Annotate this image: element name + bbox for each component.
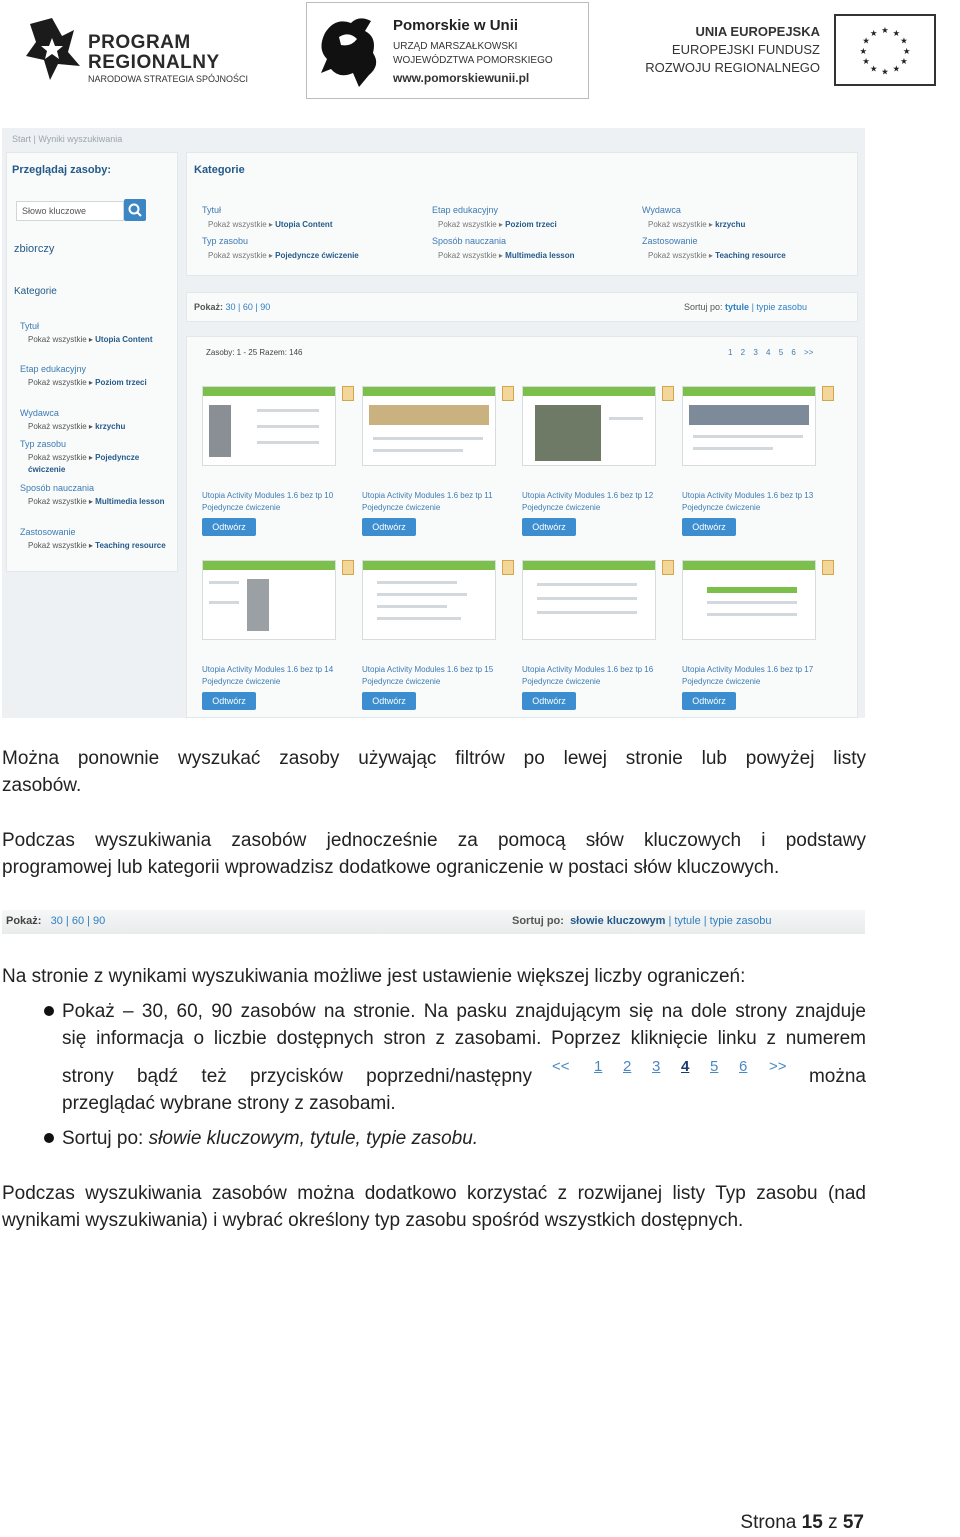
- filter-value[interactable]: krzychu: [95, 422, 126, 431]
- bar-show: [6, 915, 105, 927]
- program-line2: REGIONALNY: [88, 52, 220, 73]
- cat-sposob[interactable]: Sposób nauczania: [432, 236, 507, 246]
- paragraph-1-line2: zasobów.: [2, 775, 82, 796]
- show-all-link[interactable]: Pokaż wszystkie: [208, 220, 267, 229]
- bar-sort-label: Sortuj po:: [512, 915, 564, 927]
- eu-flag-icon: [834, 14, 936, 86]
- program-regionalny-logo: [22, 12, 252, 86]
- bar-show-label: Pokaż:: [6, 915, 42, 927]
- svg-text:★: ★: [881, 67, 889, 78]
- sidebar-cat-tytul[interactable]: Tytuł: [20, 321, 40, 331]
- bullet-icon: [44, 1006, 54, 1016]
- svg-text:★: ★: [862, 36, 870, 47]
- cat-zastosowanie[interactable]: Zastosowanie: [642, 236, 698, 246]
- paragraph-2-line1: Podczas wyszukiwania zasobów jednocześnie za pomocą słów kluczowych i podstawy: [2, 830, 866, 851]
- page-link[interactable]: 2: [623, 1058, 632, 1075]
- sort-bar-image: [2, 910, 865, 934]
- paragraph-4-line1: Podczas wyszukiwania zasobów można dodatkowo korzystać z rozwijanej listy Typ zasobu (nad: [2, 1183, 866, 1204]
- page-link[interactable]: 6: [739, 1058, 748, 1075]
- pomorskie-line2: WOJEWÓDZTWA POMORSKIEGO: [393, 55, 553, 66]
- cat-wydawca[interactable]: Wydawca: [642, 205, 681, 215]
- resource-thumbnail[interactable]: [682, 386, 816, 466]
- svg-text:★: ★: [892, 28, 901, 39]
- sidebar-cat-etap[interactable]: Etap edukacyjny: [20, 364, 87, 374]
- filter-value[interactable]: Multimedia lesson: [95, 497, 165, 506]
- search-results-screenshot: [2, 128, 865, 718]
- bullet-2-prefix: Sortuj po:: [62, 1128, 149, 1149]
- cat-etap[interactable]: Etap edukacyjny: [432, 205, 499, 215]
- filter-value[interactable]: Multimedia lesson: [505, 251, 575, 260]
- griffin-icon: [315, 13, 385, 89]
- page-link[interactable]: 5: [710, 1058, 719, 1075]
- filter-value[interactable]: krzychu: [715, 220, 746, 229]
- eu-logo: [645, 12, 938, 86]
- paragraph-4-line2: wynikami wyszukiwania) i wybrać określony typ zasobu spośród wszystkich dostępnych.: [2, 1210, 744, 1231]
- cat-wydawca-filter[interactable]: Pokaż wszystkie ▸ krzychu: [648, 220, 746, 229]
- cat-sposob-filter[interactable]: Pokaż wszystkie ▸ Multimedia lesson: [438, 251, 575, 260]
- show-all-link[interactable]: Pokaż wszystkie: [438, 251, 497, 260]
- show-all-link[interactable]: Pokaż wszystkie: [28, 378, 87, 387]
- filter-value[interactable]: Pojedyncze ćwiczenie: [275, 251, 359, 260]
- sidebar-categories-heading: Kategorie: [14, 286, 57, 297]
- open-button[interactable]: Odtwórz: [522, 692, 576, 710]
- resource-thumbnail[interactable]: [202, 560, 336, 640]
- svg-text:★: ★: [900, 57, 908, 68]
- svg-text:★: ★: [900, 36, 908, 47]
- svg-text:★: ★: [869, 28, 878, 39]
- show-all-link[interactable]: Pokaż wszystkie: [28, 541, 87, 550]
- show-all-link[interactable]: Pokaż wszystkie: [438, 220, 497, 229]
- sidebar-filter-typ[interactable]: Pokaż wszystkie ▸ Pojedyncze ćwiczenie: [28, 453, 140, 474]
- resource-thumbnail[interactable]: [202, 386, 336, 466]
- page-mid: z: [822, 1512, 843, 1533]
- show-label: Pokaż:: [194, 302, 224, 312]
- open-button[interactable]: Odtwórz: [362, 518, 416, 536]
- sort-other[interactable]: | typie zasobu: [751, 302, 807, 312]
- svg-text:★: ★: [862, 57, 870, 68]
- search-icon: [124, 199, 146, 221]
- paragraph-1: [2, 745, 866, 799]
- sort-label: Sortuj po:: [684, 302, 723, 312]
- bar-sort-active[interactable]: słowie kluczowym: [570, 915, 666, 927]
- bullet-1-line4: przeglądać wybrane strony z zasobami.: [62, 1093, 396, 1114]
- search-button[interactable]: [124, 199, 146, 221]
- show-all-link[interactable]: Pokaż wszystkie: [28, 422, 87, 431]
- open-button[interactable]: Odtwórz: [682, 518, 736, 536]
- bookmark-icon[interactable]: [662, 386, 674, 401]
- page-link[interactable]: 3: [652, 1058, 661, 1075]
- svg-text:★: ★: [881, 26, 889, 36]
- show-all-link[interactable]: Pokaż wszystkie: [28, 453, 87, 462]
- svg-text:★: ★: [859, 46, 868, 57]
- page-total: 57: [842, 1512, 864, 1533]
- open-button[interactable]: Odtwórz: [522, 518, 576, 536]
- show-all-link[interactable]: Pokaż wszystkie: [28, 335, 87, 344]
- filter-value[interactable]: Teaching resource: [95, 541, 166, 550]
- pomorskie-line1: URZĄD MARSZAŁKOWSKI: [393, 41, 518, 52]
- bookmark-icon[interactable]: [822, 560, 834, 575]
- resource-title[interactable]: Utopia Activity Modules 1.6 bez tp 16 Pojedyncze ćwiczenie: [522, 665, 654, 686]
- resource-title[interactable]: Utopia Activity Modules 1.6 bez tp 12 Pojedyncze ćwiczenie: [522, 491, 654, 512]
- sidebar-heading: Przeglądaj zasoby:: [12, 164, 112, 176]
- sidebar-filter-zastosowanie[interactable]: Pokaż wszystkie ▸ Teaching resource: [28, 541, 166, 550]
- sort-active[interactable]: tytule: [725, 302, 750, 312]
- sidebar-filter-etap[interactable]: Pokaż wszystkie ▸ Poziom trzeci: [28, 378, 147, 387]
- resource-title[interactable]: Utopia Activity Modules 1.6 bez tp 17 Pojedyncze ćwiczenie: [682, 665, 814, 686]
- filter-value[interactable]: Poziom trzeci: [505, 220, 557, 229]
- svg-text:★: ★: [902, 46, 911, 57]
- show-all-link[interactable]: Pokaż wszystkie: [208, 251, 267, 260]
- show-per-page: [194, 302, 270, 312]
- cat-typ-filter[interactable]: Pokaż wszystkie ▸ Pojedyncze ćwiczenie: [208, 251, 359, 260]
- resource-title[interactable]: Utopia Activity Modules 1.6 bez tp 10 Pojedyncze ćwiczenie: [202, 491, 334, 512]
- categories-heading: Kategorie: [194, 164, 245, 176]
- bookmark-icon[interactable]: [342, 386, 354, 401]
- program-line1: PROGRAM: [88, 32, 191, 53]
- bullet-1-line1: Pokaż – 30, 60, 90 zasobów na stronie. Na pasku znajdującym się na dole strony znajduje: [62, 1001, 866, 1022]
- zbiorczy-link[interactable]: zbiorczy: [14, 243, 55, 255]
- show-all-link[interactable]: Pokaż wszystkie: [28, 497, 87, 506]
- pomorskie-url: www.pomorskiewunii.pl: [393, 71, 530, 85]
- sidebar-cat-typ[interactable]: Typ zasobu: [20, 439, 67, 449]
- resource-thumbnail[interactable]: [362, 386, 496, 466]
- paragraph-2: [2, 827, 866, 881]
- paragraph-2-line2: programowej lub kategorii wprowadzisz dodatkowe ograniczenie w postaci słów kluczowych.: [2, 857, 780, 878]
- paragraph-1-line1: Można ponownie wyszukać zasoby używając filtrów po lewej stronie lub powyżej listy: [2, 748, 866, 769]
- results-count: Zasoby: 1 - 25 Razem: 146: [206, 348, 303, 357]
- cat-typ[interactable]: Typ zasobu: [202, 236, 249, 246]
- resource-thumbnail[interactable]: [362, 560, 496, 640]
- keyword-search-input[interactable]: Słowo kluczowe: [16, 201, 124, 221]
- resource-thumbnail[interactable]: [522, 560, 656, 640]
- bullet-1-text: [62, 998, 866, 1052]
- resource-title[interactable]: Utopia Activity Modules 1.6 bez tp 14 Pojedyncze ćwiczenie: [202, 665, 334, 686]
- page-number: [740, 1512, 864, 1534]
- open-button[interactable]: Odtwórz: [202, 518, 256, 536]
- prev-page-link[interactable]: <<: [552, 1058, 570, 1075]
- open-button[interactable]: Odtwórz: [202, 692, 256, 710]
- bullet-2-text: [62, 1125, 866, 1152]
- program-line3: NARODOWA STRATEGIA SPÓJNOŚCI: [88, 74, 249, 84]
- bullet-2-italic: słowie kluczowym, tytule, typie zasobu.: [148, 1128, 479, 1149]
- cat-tytul[interactable]: Tytuł: [202, 205, 222, 215]
- sidebar-filter-wydawca[interactable]: Pokaż wszystkie ▸ krzychu: [28, 422, 126, 431]
- paragraph-3: Na stronie z wynikami wyszukiwania możliwe jest ustawienie większej liczby ograniczeń:: [2, 966, 746, 987]
- resource-title[interactable]: Utopia Activity Modules 1.6 bez tp 13 Pojedyncze ćwiczenie: [682, 491, 814, 512]
- bar-sort: [512, 915, 771, 927]
- open-button[interactable]: Odtwórz: [682, 692, 736, 710]
- bookmark-icon[interactable]: [502, 560, 514, 575]
- pomorskie-logo: [306, 2, 589, 99]
- pomorskie-title: Pomorskie w Unii: [393, 17, 519, 34]
- sort-by: [684, 302, 807, 312]
- bullet-1-line3a-text: strony bądź też przycisków poprzedni/następny: [62, 1066, 532, 1087]
- bookmark-icon[interactable]: [502, 386, 514, 401]
- resource-thumbnail[interactable]: [682, 560, 816, 640]
- results-pager[interactable]: 1 2 3 4 5 6 >>: [728, 348, 814, 357]
- svg-text:★: ★: [892, 64, 901, 75]
- cat-etap-filter[interactable]: Pokaż wszystkie ▸ Poziom trzeci: [438, 220, 557, 229]
- sidebar-cat-wydawca[interactable]: Wydawca: [20, 408, 59, 418]
- sidebar-filter-sposob[interactable]: Pokaż wszystkie ▸ Multimedia lesson: [28, 497, 165, 506]
- filter-value[interactable]: Utopia Content: [275, 220, 333, 229]
- pagination-image: [552, 1058, 792, 1080]
- eu-line1: UNIA EUROPEJSKA: [695, 24, 820, 39]
- next-page-link[interactable]: >>: [769, 1058, 787, 1075]
- filter-value[interactable]: Teaching resource: [715, 251, 786, 260]
- eu-line3: ROZWOJU REGIONALNEGO: [645, 60, 820, 75]
- breadcrumb: Start | Wyniki wyszukiwania: [12, 134, 123, 144]
- sidebar-cat-sposob[interactable]: Sposób nauczania: [20, 483, 95, 493]
- filter-value[interactable]: Pojedyncze ćwiczenie: [28, 453, 140, 474]
- bullet-1-line3b: można: [808, 1066, 866, 1087]
- filter-value[interactable]: Poziom trzeci: [95, 378, 147, 387]
- bullet-1-line3a: [62, 1063, 532, 1090]
- program-regionalny-emblem-icon: [22, 16, 82, 82]
- page-prefix: Strona: [740, 1512, 802, 1533]
- resource-title[interactable]: Utopia Activity Modules 1.6 bez tp 15 Pojedyncze ćwiczenie: [362, 665, 494, 686]
- bookmark-icon[interactable]: [342, 560, 354, 575]
- filter-value[interactable]: Utopia Content: [95, 335, 153, 344]
- bar-sort-other[interactable]: | tytule | typie zasobu: [668, 915, 772, 927]
- show-options[interactable]: 30 | 60 | 90: [225, 302, 271, 312]
- cat-tytul-filter[interactable]: Pokaż wszystkie ▸ Utopia Content: [208, 220, 333, 229]
- resource-thumbnail[interactable]: [522, 386, 656, 466]
- paragraph-4: [2, 1180, 866, 1234]
- show-all-link[interactable]: Pokaż wszystkie: [648, 220, 707, 229]
- bullet-1-line2: się informacja o liczbie dostępnych stron z zasobami. Poprzez kliknięcie linku z numerem: [62, 1028, 866, 1049]
- bullet-icon: [44, 1133, 54, 1143]
- open-button[interactable]: Odtwórz: [362, 692, 416, 710]
- show-all-link[interactable]: Pokaż wszystkie: [648, 251, 707, 260]
- bar-show-options[interactable]: 30 | 60 | 90: [50, 915, 106, 927]
- bookmark-icon[interactable]: [822, 386, 834, 401]
- svg-text:★: ★: [869, 64, 878, 75]
- cat-zastosowanie-filter[interactable]: Pokaż wszystkie ▸ Teaching resource: [648, 251, 786, 260]
- current-page[interactable]: 4: [681, 1058, 690, 1075]
- eu-line2: EUROPEJSKI FUNDUSZ: [671, 42, 820, 57]
- page-link[interactable]: 1: [594, 1058, 603, 1075]
- sidebar-cat-zastosowanie[interactable]: Zastosowanie: [20, 527, 76, 537]
- sidebar-filter-tytul[interactable]: Pokaż wszystkie ▸ Utopia Content: [28, 335, 153, 344]
- bookmark-icon[interactable]: [662, 560, 674, 575]
- page-current: 15: [801, 1512, 823, 1533]
- resource-title[interactable]: Utopia Activity Modules 1.6 bez tp 11 Pojedyncze ćwiczenie: [362, 491, 493, 512]
